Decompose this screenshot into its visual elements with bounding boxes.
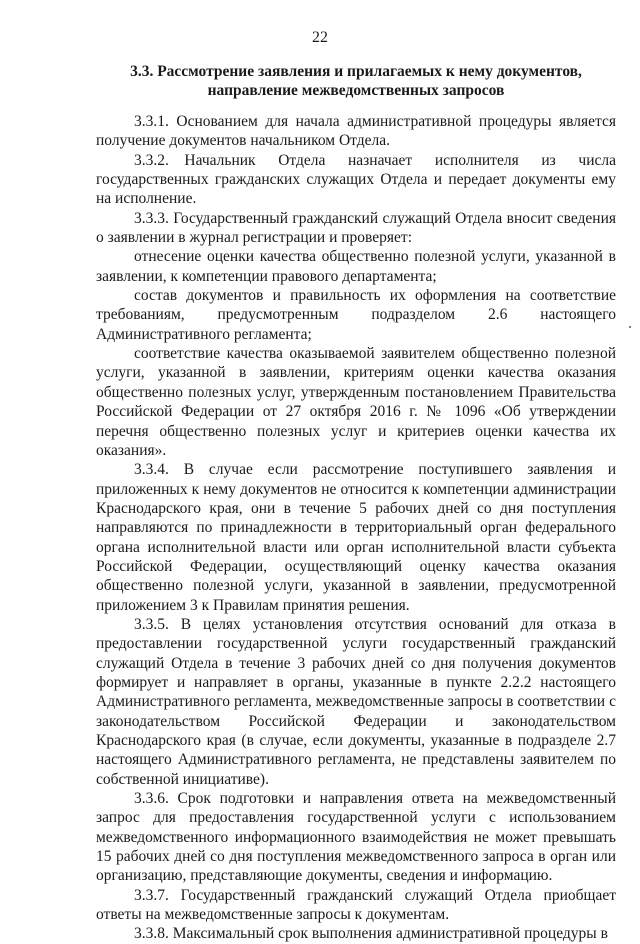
scan-artifact-dot xyxy=(629,326,631,328)
paragraph-3-3-1: 3.3.1. Основанием для начала административной процедуры является получение документов начальником Отдела. xyxy=(96,113,616,150)
paragraph-3-3-5: 3.3.5. В целях установления отсутствия оснований для отказа в предоставлении государственной услуги государственный гражданский служащий Отдела в течение 3 рабочих дней со дня получения документов формирует и направляет в органы, указанные в пункте 2.2.2 настоящего Административного регламента, межведомственные запросы в соответствии с законодательством Российской Федерации и законодательством Краснодарского края (в случае, если документы, указанные в подразделе 2.7 настоящего Административного регламента, не представлены заявителем по собственной инициативе). xyxy=(96,615,616,788)
paragraph-3-3-6: 3.3.6. Срок подготовки и направления ответа на межведомственный запрос для предоставления государственной услуги с использованием межведомственного информационного взаимодействия не может превышать 15 рабочих дней со дня поступления межведомственного запроса в орган или организацию, представляющие документы, сведения и информацию. xyxy=(96,790,616,885)
section-heading-line-1: 3.3. Рассмотрение заявления и прилагаемых к нему документов, xyxy=(130,63,582,80)
check-item-quality-criteria: соответствие качества оказываемой заявителем общественно полезной услуги, указанной в заявлении, критериям оценки качества оказания общественно полезных услуг, утвержденным постановлением Правительства Российской Федерации от 27 октября 2016 г. № 1096 «Об утверждении перечня общественно полезных услуг и критериев оценки качества их оказания». xyxy=(96,345,616,459)
paragraph-3-3-4: 3.3.4. В случае если рассмотрение поступившего заявления и приложенных к нему документов не относится к компетенции администрации Краснодарского края, они в течение 5 рабочих дней со дня поступления направляются по принадлежности в территориальный орган федерального органа исполнительной власти или орган исполнительной власти субъекта Российской Федерации, осуществляющий оценку качества оказания общественно полезной услуги, указанной в заявлении, предусмотренной приложением 3 к Правилам принятия решения. xyxy=(96,461,616,614)
paragraph-3-3-3: 3.3.3. Государственный гражданский служащий Отдела вносит сведения о заявлении в журнал регистрации и проверяет: xyxy=(96,209,616,247)
paragraph-3-3-7: 3.3.7. Государственный гражданский служащий Отдела приобщает ответы на межведомственные запросы к документам. xyxy=(96,886,616,924)
paragraph-3-3-8: 3.3.8. Максимальный срок выполнения административной процедуры в xyxy=(134,925,608,943)
check-item-competence: отнесение оценки качества общественно полезной услуги, указанной в заявлении, к компетенции правового департамента; xyxy=(96,248,616,285)
section-heading xyxy=(96,62,616,100)
page-number: 22 xyxy=(312,29,328,46)
document-body xyxy=(96,112,616,944)
section-heading-line-2: направление межведомственных запросов xyxy=(207,82,505,99)
check-item-documents: состав документов и правильность их оформления на соответствие требованиям, предусмотренным подразделом 2.6 настоящего Административного регламента; xyxy=(96,287,616,343)
paragraph-3-3-2: 3.3.2. Начальник Отдела назначает исполнителя из числа государственных гражданских служащих Отдела и передает документы ему на исполнение. xyxy=(96,151,616,208)
